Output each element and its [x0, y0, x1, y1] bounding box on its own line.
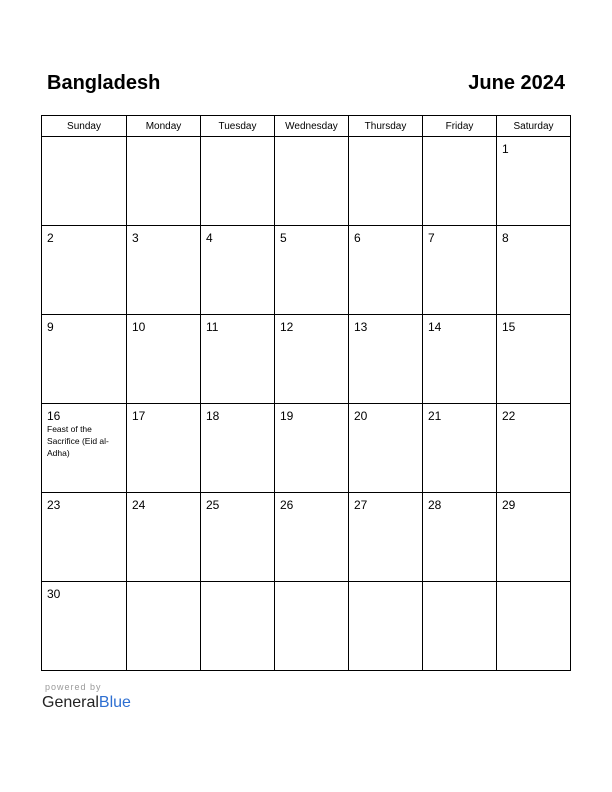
- day-cell: [497, 582, 571, 671]
- day-number: 1: [502, 142, 509, 156]
- day-number: 4: [206, 231, 213, 245]
- day-cell: [201, 404, 275, 493]
- day-cell: [201, 315, 275, 404]
- day-cell: [127, 404, 201, 493]
- day-cell: [275, 137, 349, 226]
- day-cell: [127, 493, 201, 582]
- day-cell: [127, 226, 201, 315]
- day-cell: [127, 582, 201, 671]
- day-number: 17: [132, 409, 146, 423]
- day-cell: [201, 582, 275, 671]
- day-number: 10: [132, 320, 146, 334]
- day-number: [201, 137, 274, 142]
- week-row: [42, 315, 571, 404]
- week-row: [42, 137, 571, 226]
- day-number: 26: [280, 498, 294, 512]
- week-row: [42, 582, 571, 671]
- day-number: 2: [47, 231, 54, 245]
- day-number: 7: [428, 231, 435, 245]
- day-number: [275, 137, 348, 142]
- weekday-header: Thursday: [349, 116, 423, 137]
- day-number: 14: [428, 320, 442, 334]
- week-row: [42, 493, 571, 582]
- powered-by-label: powered by: [45, 682, 102, 692]
- day-number: 8: [502, 231, 509, 245]
- weekday-header: Tuesday: [201, 116, 275, 137]
- weekday-header: Sunday: [42, 116, 127, 137]
- day-number: 24: [132, 498, 146, 512]
- day-cell: [127, 137, 201, 226]
- day-cell: [423, 582, 497, 671]
- day-cell: [497, 137, 571, 226]
- day-cell: [497, 315, 571, 404]
- day-number: 23: [47, 498, 61, 512]
- day-number: 25: [206, 498, 220, 512]
- day-cell: [275, 493, 349, 582]
- day-number: [497, 582, 570, 587]
- day-cell: [497, 493, 571, 582]
- day-number: [423, 582, 496, 587]
- day-cell: [423, 137, 497, 226]
- logo-text-blue: Blue: [98, 694, 131, 711]
- day-cell: [42, 315, 127, 404]
- day-number: 27: [354, 498, 368, 512]
- day-number: 6: [354, 231, 361, 245]
- calendar-grid: [41, 115, 571, 671]
- day-cell: [497, 226, 571, 315]
- day-cell: [423, 493, 497, 582]
- day-cell: [42, 404, 127, 493]
- day-number: 30: [47, 587, 61, 601]
- day-cell: [275, 226, 349, 315]
- day-cell: [201, 493, 275, 582]
- day-cell: [423, 404, 497, 493]
- day-number: [127, 137, 200, 142]
- day-number: [275, 582, 348, 587]
- day-cell: [42, 493, 127, 582]
- day-number: 18: [206, 409, 220, 423]
- day-cell: [42, 137, 127, 226]
- day-cell: [201, 226, 275, 315]
- day-number: 5: [280, 231, 287, 245]
- day-number: 13: [354, 320, 368, 334]
- day-cell: [349, 404, 423, 493]
- day-number: 19: [280, 409, 294, 423]
- day-cell: [349, 493, 423, 582]
- day-cell: [423, 315, 497, 404]
- day-number: 11: [206, 320, 219, 334]
- month-year-title: June 2024: [468, 72, 565, 94]
- day-cell: [42, 226, 127, 315]
- day-cell: [275, 582, 349, 671]
- day-number: 16: [47, 409, 61, 423]
- weekday-header: Saturday: [497, 116, 571, 137]
- country-title: Bangladesh: [47, 72, 161, 94]
- day-number: [127, 582, 200, 587]
- day-cell: [275, 404, 349, 493]
- logo-text-general: General: [42, 694, 99, 711]
- day-number: 22: [502, 409, 516, 423]
- weekday-header: Wednesday: [275, 116, 349, 137]
- day-number: [423, 137, 496, 142]
- day-number: 3: [132, 231, 139, 245]
- day-cell: [423, 226, 497, 315]
- day-number: 20: [354, 409, 368, 423]
- day-cell: [349, 137, 423, 226]
- holiday-label: Feast of the Sacrifice (Eid al-Adha): [47, 424, 109, 458]
- day-number: [349, 582, 422, 587]
- weekday-header-row: [42, 116, 571, 137]
- day-cell: [497, 404, 571, 493]
- day-cell: [349, 226, 423, 315]
- weekday-header: Friday: [423, 116, 497, 137]
- day-number: 9: [47, 320, 54, 334]
- day-cell: [275, 315, 349, 404]
- day-cell: [127, 315, 201, 404]
- week-row: [42, 226, 571, 315]
- weekday-header: Monday: [127, 116, 201, 137]
- day-number: 28: [428, 498, 442, 512]
- day-number: 21: [428, 409, 442, 423]
- day-number: [201, 582, 274, 587]
- day-cell: [349, 315, 423, 404]
- day-number: 12: [280, 320, 294, 334]
- day-cell: [42, 582, 127, 671]
- day-number: 15: [502, 320, 516, 334]
- day-cell: [201, 137, 275, 226]
- day-cell: [349, 582, 423, 671]
- generalblue-logo[interactable]: [42, 694, 131, 712]
- day-number: 29: [502, 498, 516, 512]
- day-number: [42, 137, 126, 142]
- day-number: [349, 137, 422, 142]
- week-row: [42, 404, 571, 493]
